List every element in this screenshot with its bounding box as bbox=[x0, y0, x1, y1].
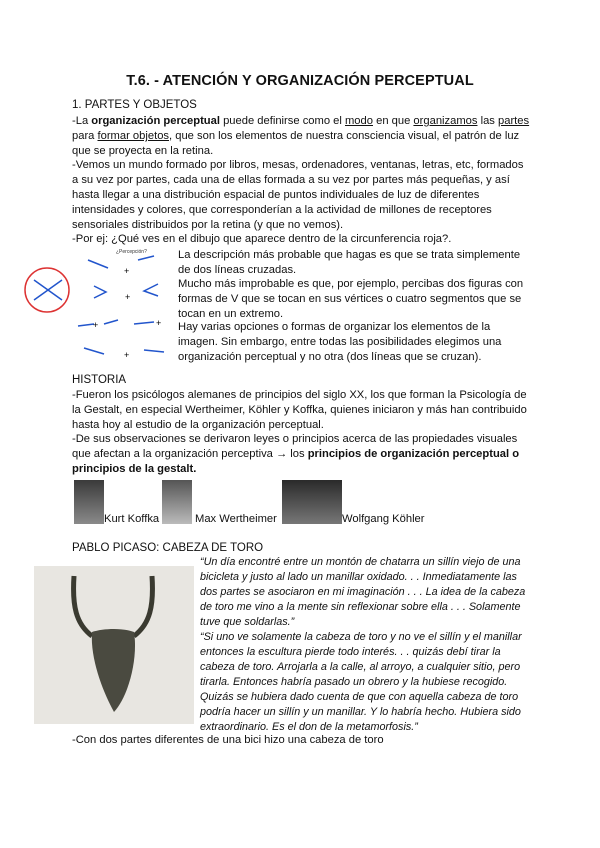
caption-koffka: Kurt Koffka bbox=[104, 513, 160, 525]
koffka-photo bbox=[74, 480, 104, 524]
paragraph-mundo: -Vemos un mundo formado por libros, mesas, ordenadores, ventanas, letras, etc, formados a su vez por partes, cada una de ellas formada a su vez por partes más pequeñas, y así hasta llegar a una distribución espacial de puntos individuales de luz de diferentes intensidades y colores, que corresponderían a la actividad de millones de receptores sensoriales distribuidos por la retina (y que no vemos). bbox=[72, 159, 524, 231]
description-improbable: Mucho más improbable es que, por ejemplo, percibas dos figuras con formas de V que se tocan en sus vértices o cuatro segmentos que se tocan en un extremo. bbox=[178, 278, 524, 320]
bold-term: principios de organización perceptual o principios de la gestalt. bbox=[72, 448, 520, 475]
text-run: , que son los elementos de nuestra consciencia visual, el patrón de luz que se proyecta en la retina. bbox=[72, 130, 520, 157]
underlined-term: formar objetos bbox=[97, 130, 170, 142]
paragraph-principios bbox=[72, 432, 532, 477]
paragraph-final: -Con dos partes diferentes de una bici hizo una cabeza de toro bbox=[72, 734, 384, 746]
crossed-lines-figure bbox=[24, 244, 174, 364]
text-run: puede definirse como el bbox=[219, 115, 345, 127]
wertheimer-photo bbox=[162, 480, 192, 524]
text-run: las bbox=[477, 115, 499, 127]
bull-head-icon bbox=[34, 566, 194, 724]
paragraph-organizacion bbox=[72, 114, 532, 159]
svg-text:+: + bbox=[93, 320, 99, 330]
section-heading-partes: 1. PARTES Y OBJETOS bbox=[72, 99, 197, 111]
section-heading-historia: HISTORIA bbox=[72, 374, 127, 386]
description-probable: La descripción más probable que hagas es que se trata simplemente de dos líneas cruzadas. bbox=[178, 249, 521, 276]
paragraph-gestalt: -Fueron los psicólogos alemanes de principios del siglo XX, los que forman la Psicología de la Gestalt, en especial Wertheimer, Köhler y Koffka, quienes iniciaron y más han contribuido hasta hoy al estudio de la organización perceptual. bbox=[72, 389, 527, 431]
underlined-term: partes bbox=[498, 115, 530, 127]
underlined-term: modo bbox=[344, 115, 373, 127]
svg-text:+: + bbox=[156, 318, 162, 328]
caption-wertheimer: Max Wertheimer bbox=[195, 513, 277, 525]
picasso-quote bbox=[200, 555, 532, 735]
bold-term: organización perceptual bbox=[91, 115, 220, 127]
svg-text:+: + bbox=[124, 266, 130, 276]
underlined-term: organizamos bbox=[413, 115, 478, 127]
description-opciones: Hay varias opciones o formas de organizar los elementos de la imagen. Sin embargo, entre todas las posibilidades elegimos una organización perceptual y no otra (dos líneas que se cruzan). bbox=[178, 321, 502, 363]
figure-label: ¿Percepción? bbox=[116, 249, 147, 255]
section-heading-picasso: PABLO PICASO: CABEZA DE TORO bbox=[72, 542, 264, 554]
page-title: T.6. - ATENCIÓN Y ORGANIZACIÓN PERCEPTUAL bbox=[126, 73, 474, 89]
bull-head-sculpture-image bbox=[34, 566, 194, 724]
text-run: -De sus observaciones se derivaron leyes o principios acerca de las propiedades visuales que afectan a la organización perceptiva → los bbox=[72, 433, 518, 460]
text-run: en que bbox=[372, 115, 414, 127]
svg-text:+: + bbox=[124, 350, 130, 360]
svg-text:+: + bbox=[125, 292, 131, 302]
quote-1: “Un día encontré entre un montón de chatarra un sillín viejo de una bicicleta y justo al lado un manillar oxidado. . . Inmediatamente las dos partes se asociaron en mi imaginación . . . La idea de la cabeza de toro me vino a la mente sin reflexionar sobre ella . . . Solamente tuve que soldarlas.” bbox=[200, 556, 526, 628]
quote-2: “Si uno ve solamente la cabeza de toro y no ve el sillín y el manillar entonces la escultura pierde todo interés. . . quizás debí tirar la cabeza de toro. Arrojarla a la calle, al arroyo, a cualquier sitio, pero tirarla. Entonces habría pasado un obrero y la hubiese recogido. Quizás se hubiera dado cuenta de que con aquella cabeza de toro podría hacer un sillín y un manillar. Y lo habría hecho. Hubiera sido extraordinario. Es el don de la metamorfosis.” bbox=[200, 631, 522, 733]
text-run: -La bbox=[72, 115, 92, 127]
text-run: para bbox=[72, 130, 98, 142]
kohler-photo bbox=[282, 480, 342, 524]
paragraph-ejemplo: -Por ej: ¿Qué ves en el dibujo que aparece dentro de la circunferencia roja?. bbox=[72, 233, 452, 245]
caption-kohler: Wolfgang Köhler bbox=[342, 513, 425, 525]
